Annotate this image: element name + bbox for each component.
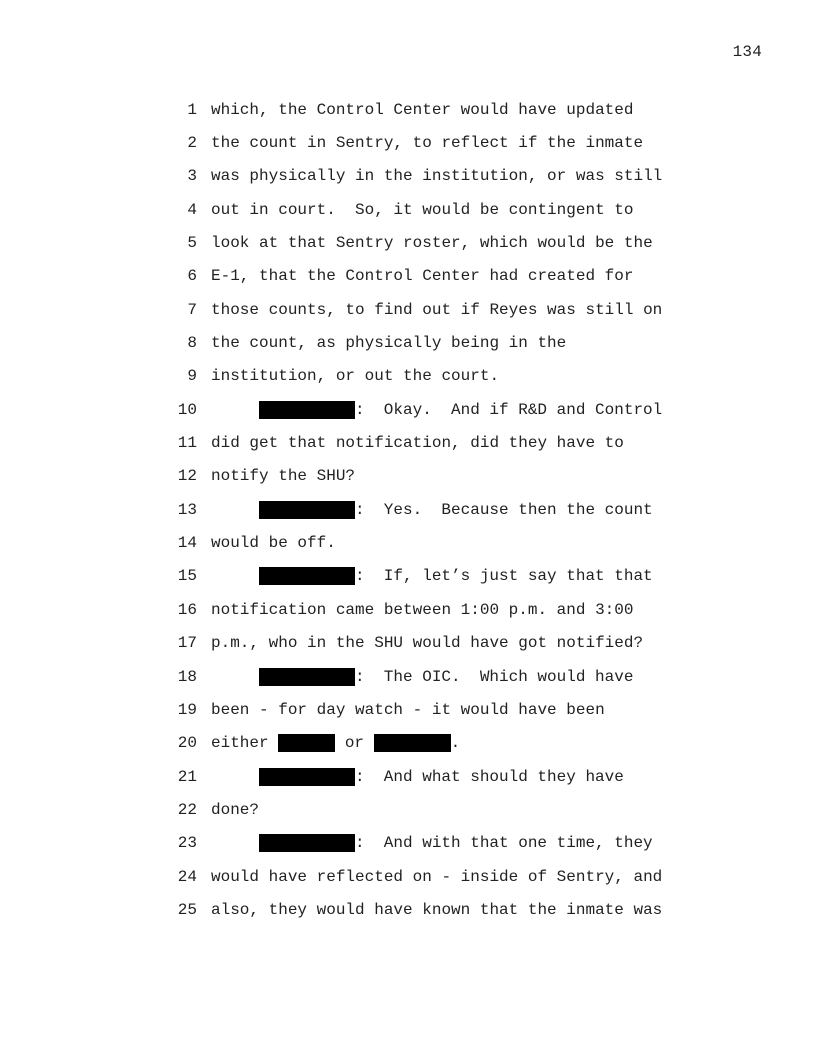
transcript-line: [170, 193, 690, 226]
line-text: which, the Control Center would have updated: [211, 100, 634, 119]
line-number: 20: [177, 734, 197, 753]
line-text-gap: [269, 733, 279, 753]
line-number: 16: [177, 600, 197, 619]
redacted-speaker-name: [259, 768, 355, 786]
transcript-line: [170, 260, 690, 293]
line-number: 18: [177, 667, 197, 686]
line-text: : The OIC. Which would have: [355, 667, 634, 686]
redacted-speaker-name: [259, 501, 355, 519]
transcript-line: [170, 160, 690, 193]
line-text: those counts, to find out if Reyes was still on: [211, 300, 663, 319]
line-text: institution, or out the court.: [211, 367, 500, 386]
line-number: 7: [187, 300, 197, 319]
transcript-line: [170, 360, 690, 393]
redacted-name: [374, 734, 451, 752]
transcript-line: [170, 526, 690, 559]
line-text: notification came between 1:00 p.m. and 3:00: [211, 600, 634, 619]
line-number: 15: [177, 567, 197, 586]
line-number: 11: [177, 434, 197, 453]
line-number: 4: [187, 200, 197, 219]
page-number: 134: [732, 43, 762, 61]
line-text: : And what should they have: [355, 767, 624, 786]
line-number: 10: [177, 400, 197, 419]
line-text-end: .: [450, 734, 461, 753]
line-number: 6: [187, 267, 197, 286]
transcript-line: [170, 627, 690, 660]
line-number: 9: [187, 367, 197, 386]
redacted-speaker-name: [259, 401, 355, 419]
transcript-line: [170, 460, 690, 493]
line-text: look at that Sentry roster, which would be the: [211, 234, 653, 253]
line-number: 17: [177, 634, 197, 653]
line-text: would be off.: [211, 534, 336, 553]
transcript-line: [170, 93, 690, 126]
transcript-line: [170, 493, 690, 526]
transcript-line: [170, 593, 690, 626]
line-number: 12: [177, 467, 197, 486]
line-text: either: [211, 734, 269, 753]
line-text: E-1, that the Control Center had created for: [211, 267, 634, 286]
line-text: done?: [211, 800, 260, 819]
line-text-conjunction: or: [335, 734, 374, 753]
transcript-line: [170, 393, 690, 426]
transcript-line: [170, 827, 690, 860]
line-number: 19: [177, 700, 197, 719]
transcript-line: [170, 326, 690, 359]
line-text: was physically in the institution, or was still: [211, 167, 663, 186]
transcript-line: [170, 860, 690, 893]
line-number: 21: [177, 767, 197, 786]
redacted-speaker-name: [259, 834, 355, 852]
line-number: 1: [187, 100, 197, 119]
transcript-line: [170, 126, 690, 159]
line-number: 8: [187, 334, 197, 353]
line-text: notify the SHU?: [211, 467, 356, 486]
line-text: been - for day watch - it would have been: [211, 700, 605, 719]
line-number: 3: [187, 167, 197, 186]
transcript-line: [170, 226, 690, 259]
transcript-line: [170, 893, 690, 926]
line-text: the count, as physically being in the: [211, 334, 567, 353]
line-text: also, they would have known that the inmate was: [211, 900, 663, 919]
transcript-line: [170, 426, 690, 459]
line-number: 2: [187, 134, 197, 153]
transcript-line: [170, 293, 690, 326]
transcript-line: [170, 560, 690, 593]
line-text: would have reflected on - inside of Sentry, and: [211, 867, 663, 886]
transcript-line: [170, 793, 690, 826]
line-text: : If, let’s just say that that: [355, 567, 653, 586]
line-text: p.m., who in the SHU would have got notified?: [211, 634, 644, 653]
transcript-line: [170, 727, 690, 760]
line-number: 23: [177, 834, 197, 853]
redacted-name: [278, 734, 335, 752]
line-text: did get that notification, did they have to: [211, 434, 624, 453]
transcript-line: [170, 660, 690, 693]
line-number: 5: [187, 234, 197, 253]
transcript-line: [170, 693, 690, 726]
line-number: 14: [177, 534, 197, 553]
line-text: : Okay. And if R&D and Control: [355, 400, 663, 419]
line-number: 22: [177, 800, 197, 819]
redacted-speaker-name: [259, 668, 355, 686]
redacted-speaker-name: [259, 567, 355, 585]
line-text: : And with that one time, they: [355, 834, 653, 853]
transcript-line: [170, 760, 690, 793]
line-text: the count in Sentry, to reflect if the inmate: [211, 134, 644, 153]
line-number: 25: [177, 900, 197, 919]
transcript-body: [170, 93, 690, 927]
line-text: : Yes. Because then the count: [355, 500, 653, 519]
line-text: out in court. So, it would be contingent to: [211, 200, 634, 219]
line-number: 24: [177, 867, 197, 886]
line-number: 13: [177, 500, 197, 519]
